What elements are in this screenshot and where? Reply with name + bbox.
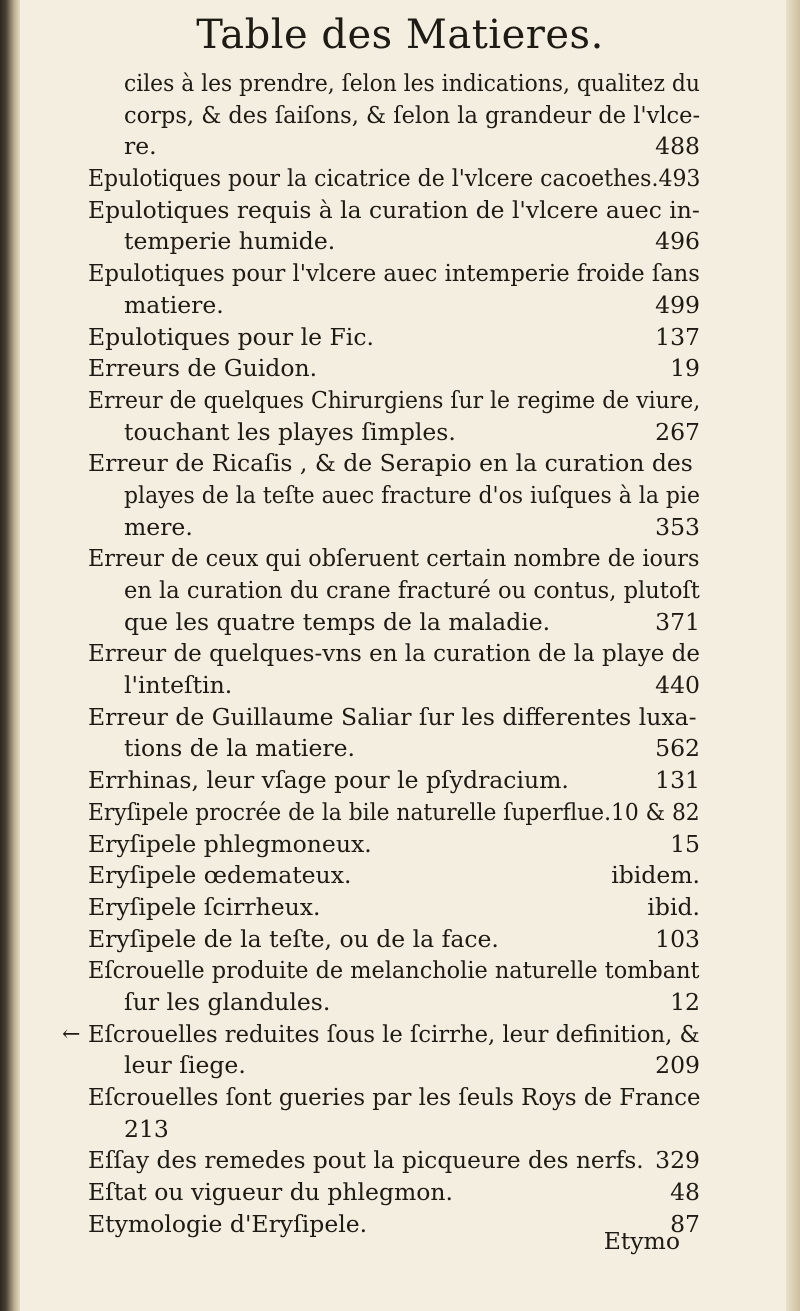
entry-text: Eryſipele œdemateux.	[88, 861, 352, 890]
page-reference: 15	[670, 829, 700, 858]
index-entry	[88, 892, 700, 924]
index-entry	[88, 1177, 700, 1209]
entry-text: Eryſipele procrée de la bile naturelle ſuperflue.10 & 82	[88, 797, 700, 826]
entry-line	[88, 955, 700, 987]
catchword: Etymo	[603, 1227, 680, 1255]
page-reference: 353	[655, 512, 700, 541]
entry-text: que les quatre temps de la maladie.	[124, 607, 551, 636]
entry-text: Eſcrouelle produite de melancholie naturelle tombant	[88, 956, 700, 985]
entry-line	[88, 290, 700, 322]
entry-line	[88, 924, 700, 956]
entry-text: Epulotiques requis à la curation de l'vlcere auec in-	[88, 195, 700, 224]
index-entry	[88, 448, 700, 543]
entry-line	[88, 1177, 700, 1209]
page-reference: 488	[655, 132, 700, 161]
entry-line	[88, 829, 700, 861]
index-entry	[88, 1145, 700, 1177]
entry-text: l'inteſtin.	[124, 671, 233, 700]
entry-line	[88, 226, 700, 258]
index-entry	[88, 195, 700, 258]
entry-text: temperie humide.	[124, 227, 336, 256]
entry-text: leur ſiege.	[124, 1051, 246, 1080]
entry-text: Eryſipele de la teſte, ou de la face.	[88, 924, 499, 953]
entry-text: Eſtat ou vigueur du phlegmon.	[88, 1178, 454, 1207]
page-reference: 499	[655, 290, 700, 319]
index-entry	[88, 955, 700, 1018]
page-reference: ibidem.	[611, 861, 700, 890]
entry-text: en la curation du crane fracturé ou contus, plutoſt	[124, 576, 700, 604]
entry-line	[88, 860, 700, 892]
entry-text: Erreur de ceux qui obſeruent certain nombre de iours	[88, 544, 700, 573]
entry-text: Erreur de quelques-vns en la curation de la playe de	[88, 639, 701, 668]
entry-line	[88, 543, 700, 575]
index-entry	[88, 258, 700, 321]
index-entry	[88, 702, 700, 765]
entry-text: Epulotiques pour la cicatrice de l'vlcere cacoethes.493	[88, 164, 701, 193]
entry-text: 213	[124, 1114, 169, 1143]
entry-text: playes de la teſte auec fracture d'os iuſques à la pie	[124, 480, 700, 509]
index-entries	[62, 68, 701, 1240]
margin-arrow-mark: ←	[62, 1021, 81, 1047]
entry-line	[88, 575, 700, 607]
index-entry	[88, 353, 700, 385]
entry-text: re.	[124, 132, 157, 161]
entry-line	[88, 702, 700, 734]
page-reference: 87	[670, 1209, 700, 1238]
page-reference: 137	[655, 322, 700, 351]
index-entry	[88, 68, 700, 163]
index-entry	[88, 385, 700, 448]
index-entry	[62, 1019, 700, 1082]
entry-text: Erreurs de Guidon.	[88, 354, 318, 383]
entry-line	[88, 131, 700, 163]
entry-text: Eryſipele ſcirrheux.	[88, 892, 321, 921]
entry-line	[88, 100, 700, 132]
entry-text: tions de la matiere.	[124, 734, 355, 763]
entry-line	[88, 987, 700, 1019]
page-reference: 12	[670, 987, 700, 1016]
entry-text: Eſcrouelles ſont gueries par les ſeuls Roys de France	[88, 1083, 701, 1111]
index-entry	[88, 924, 700, 956]
page-reference: 440	[655, 671, 700, 700]
entry-line	[88, 353, 700, 385]
entry-line	[88, 448, 700, 480]
index-entry	[88, 860, 700, 892]
entry-line	[88, 1082, 700, 1114]
entry-line	[88, 417, 700, 449]
page-reference: 496	[655, 227, 700, 256]
entry-text: Eryſipele phlegmoneux.	[88, 829, 372, 858]
page-reference: 103	[655, 924, 700, 953]
index-entry	[88, 829, 700, 861]
page-reference: 48	[670, 1178, 700, 1207]
entry-line	[88, 322, 700, 354]
index-entry	[88, 1082, 700, 1145]
entry-line	[88, 258, 700, 290]
binding-gutter	[0, 0, 20, 1311]
page-reference: 131	[655, 766, 700, 795]
entry-line	[88, 385, 700, 417]
entry-line	[88, 733, 700, 765]
entry-text: touchant les playes ſimples.	[124, 417, 456, 446]
page-edge	[786, 0, 800, 1311]
page-reference: 267	[655, 417, 700, 446]
entry-text: Erreur de Guillaume Saliar ſur les differentes luxa-	[88, 702, 697, 731]
entry-text: matiere.	[124, 290, 224, 319]
page-title: Table des Matieres.	[196, 12, 604, 58]
page-reference: 19	[670, 354, 700, 383]
entry-line	[88, 1145, 700, 1177]
page-reference: 329	[655, 1146, 700, 1175]
index-entry	[88, 638, 700, 701]
entry-text: Epulotiques pour l'vlcere auec intemperie froide ſans	[88, 259, 700, 288]
entry-text: ſur les glandules.	[124, 987, 331, 1016]
entry-text: mere.	[124, 512, 193, 541]
entry-line	[88, 1050, 700, 1082]
page-reference: 371	[655, 607, 700, 636]
index-entry	[88, 322, 700, 354]
entry-line	[88, 607, 700, 639]
entry-line	[88, 68, 700, 100]
page-reference: ibid.	[647, 892, 700, 921]
entry-line	[88, 892, 700, 924]
index-entry	[88, 543, 700, 638]
entry-text: Epulotiques pour le Fic.	[88, 322, 374, 351]
entry-text: Eſſay des remedes pout la picqueure des nerfs.	[88, 1146, 644, 1175]
entry-line	[88, 163, 700, 195]
entry-text: Erreur de quelques Chirurgiens ſur le regime de viure,	[88, 385, 701, 414]
entry-line	[62, 1019, 700, 1051]
page-reference: 209	[655, 1051, 700, 1080]
entry-line	[88, 797, 700, 829]
page-reference: 562	[655, 734, 700, 763]
index-entry	[88, 163, 700, 195]
entry-text: ciles à les prendre, ſelon les indications, qualitez du	[124, 69, 700, 97]
index-entry	[88, 797, 700, 829]
index-entry	[88, 765, 700, 797]
entry-line	[88, 1114, 700, 1146]
entry-line	[88, 638, 700, 670]
entry-text: corps, & des ſaiſons, & ſelon la grandeur de l'vlce-	[124, 100, 701, 129]
entry-text: Errhinas, leur vſage pour le pſydracium.	[88, 766, 569, 795]
entry-line	[88, 195, 700, 227]
entry-line	[88, 480, 700, 512]
entry-text: Eſcrouelles reduites ſous le ſcirrhe, leur definition, &	[88, 1019, 700, 1048]
entry-text: Erreur de Ricaſis , & de Serapio en la curation des	[88, 449, 693, 478]
entry-text: Etymologie d'Eryſipele.	[88, 1209, 368, 1238]
entry-line	[88, 765, 700, 797]
entry-line	[88, 670, 700, 702]
entry-line	[88, 512, 700, 544]
